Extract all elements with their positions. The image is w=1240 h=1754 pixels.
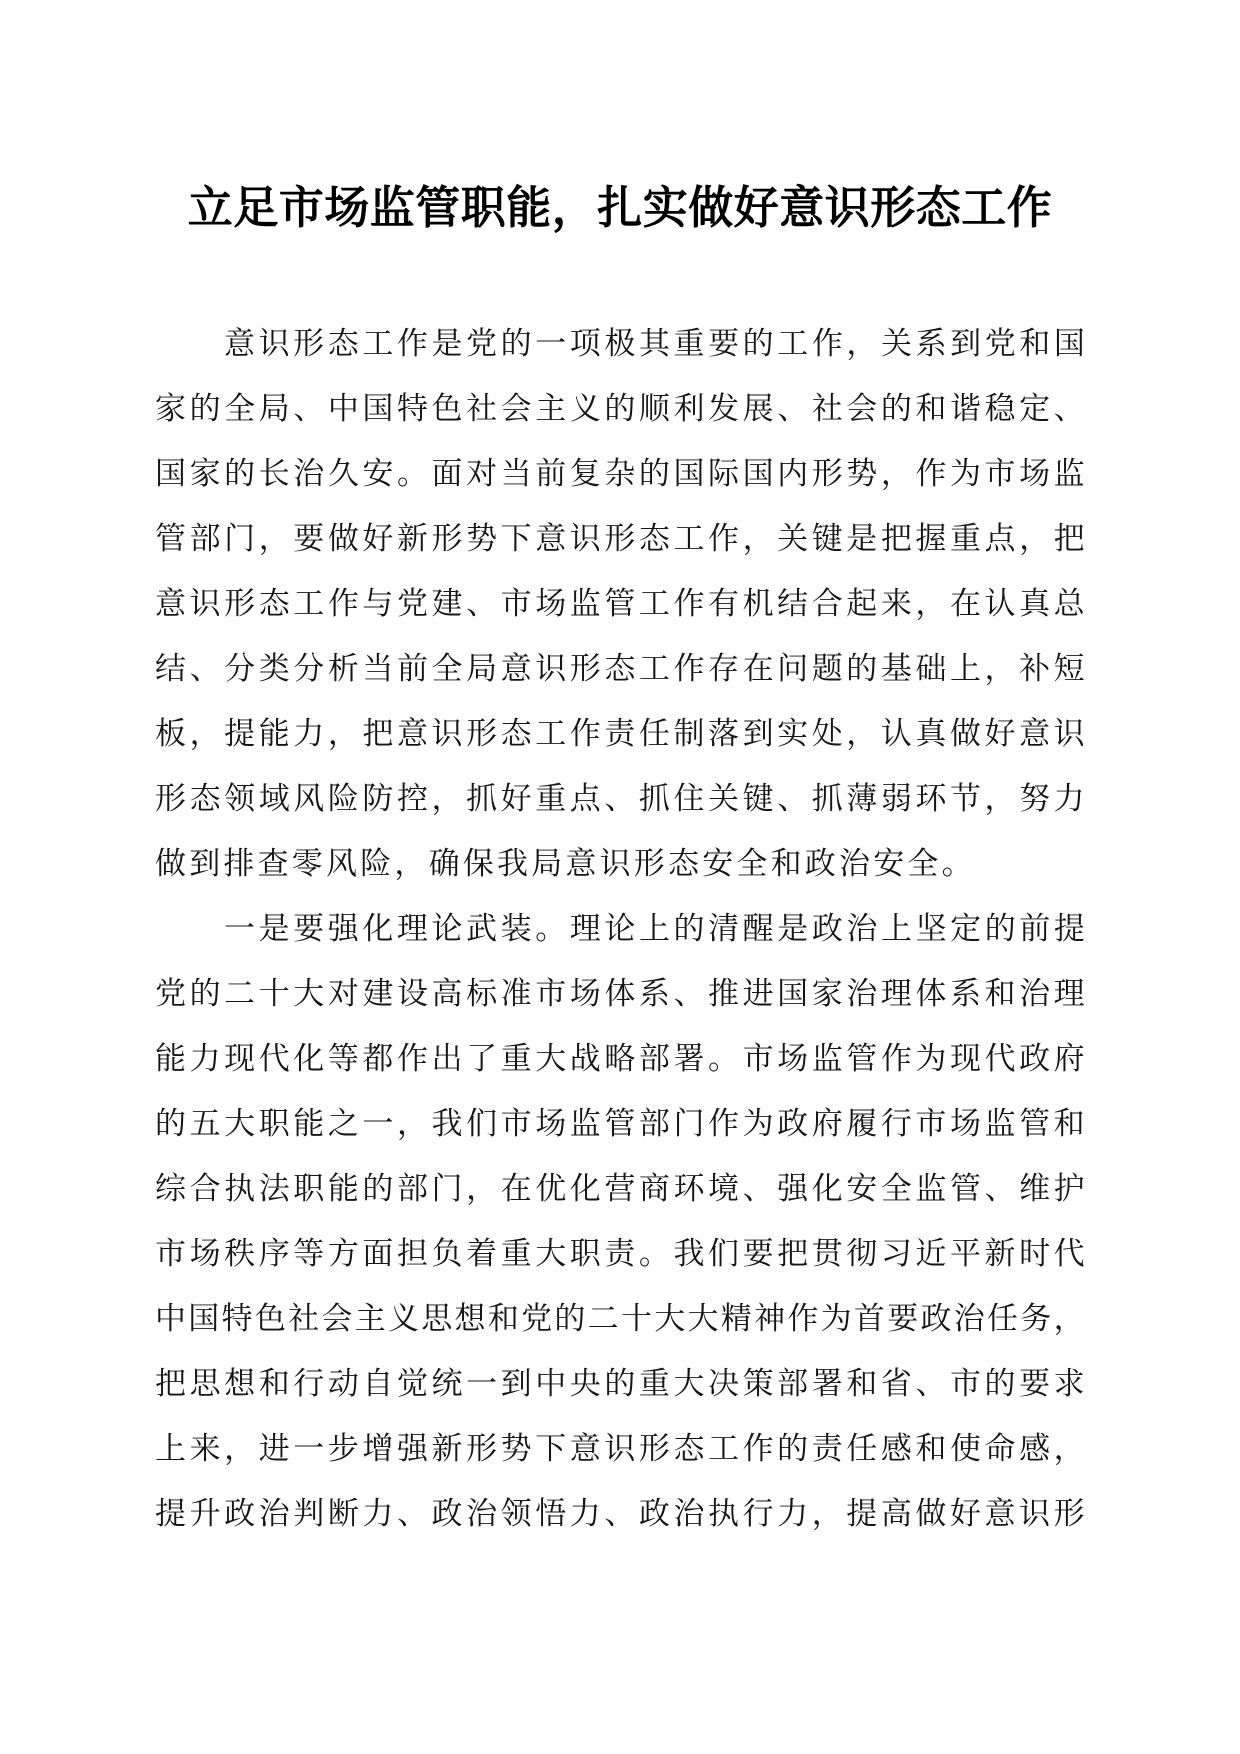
paragraph-line: 的 五 大 职 能 之 一 ， 我 们 市 场 监 管 部 门 作 为 政 府 履 行 市 场 监 管 和	[155, 1106, 1085, 1142]
paragraph-line: 一 是 要 强 化 理 论 武 装 。 理 论 上 的 清 醒 是 政 治 上 坚 定 的 前 提	[224, 911, 1085, 947]
paragraph-line: 中 国 特 色 社 会 主 义 思 想 和 党 的 二 十 大 大 精 神 作 为 首 要 政 治 任 务 ，	[155, 1301, 1085, 1337]
paragraph-line: 板 ， 提 能 力 ， 把 意 识 形 态 工 作 责 任 制 落 到 实 处 ， 认 真 做 好 意 识	[155, 716, 1085, 752]
document-title: 立足市场监管职能，扎实做好意识形态工作	[187, 181, 1053, 234]
paragraph-line: 能 力 现 代 化 等 都 作 出 了 重 大 战 略 部 署 。 市 场 监 管 作 为 现 代 政 府	[155, 1041, 1085, 1077]
paragraph-line: 结 、 分 类 分 析 当 前 全 局 意 识 形 态 工 作 存 在 问 题 的 基 础 上 ， 补 短	[155, 651, 1085, 687]
paragraph-line: 党 的 二 十 大 对 建 设 高 标 准 市 场 体 系 、 推 进 国 家 治 理 体 系 和 治 理	[155, 976, 1085, 1012]
paragraph-line: 形 态 领 域 风 险 防 控 ， 抓 好 重 点 、 抓 住 关 键 、 抓 薄 弱 环 节 ， 努 力	[155, 781, 1085, 817]
paragraph-line: 家 的 全 局 、 中 国 特 色 社 会 主 义 的 顺 利 发 展 、 社 会 的 和 谐 稳 定 、	[155, 391, 1085, 427]
document-body	[155, 312, 1085, 1547]
paragraph-line: 国 家 的 长 治 久 安 。 面 对 当 前 复 杂 的 国 际 国 内 形 势 ， 作 为 市 场 监	[155, 456, 1085, 492]
paragraph	[155, 897, 1085, 1547]
paragraph-line: 上 来 ， 进 一 步 增 强 新 形 势 下 意 识 形 态 工 作 的 责 任 感 和 使 命 感 ，	[155, 1431, 1085, 1467]
paragraph-line: 把 思 想 和 行 动 自 觉 统 一 到 中 央 的 重 大 决 策 部 署 和 省 、 市 的 要 求	[155, 1366, 1085, 1402]
paragraph-line: 意 识 形 态 工 作 是 党 的 一 项 极 其 重 要 的 工 作 ， 关 系 到 党 和 国	[224, 326, 1085, 362]
paragraph	[155, 312, 1085, 897]
paragraph-line: 意 识 形 态 工 作 与 党 建 、 市 场 监 管 工 作 有 机 结 合 起 来 ， 在 认 真 总	[155, 586, 1085, 622]
paragraph-line: 做到排查零风险，确保我局意识形态安全和政治安全。	[155, 846, 976, 882]
paragraph-line: 市 场 秩 序 等 方 面 担 负 着 重 大 职 责 。 我 们 要 把 贯 彻 习 近 平 新 时 代	[155, 1236, 1085, 1272]
paragraph-line: 综 合 执 法 职 能 的 部 门 ， 在 优 化 营 商 环 境 、 强 化 安 全 监 管 、 维 护	[155, 1171, 1085, 1207]
paragraph-line: 提 升 政 治 判 断 力 、 政 治 领 悟 力 、 政 治 执 行 力 ， 提 高 做 好 意 识 形	[155, 1496, 1085, 1532]
paragraph-line: 管 部 门 ， 要 做 好 新 形 势 下 意 识 形 态 工 作 ， 关 键 是 把 握 重 点 ， 把	[155, 521, 1085, 557]
